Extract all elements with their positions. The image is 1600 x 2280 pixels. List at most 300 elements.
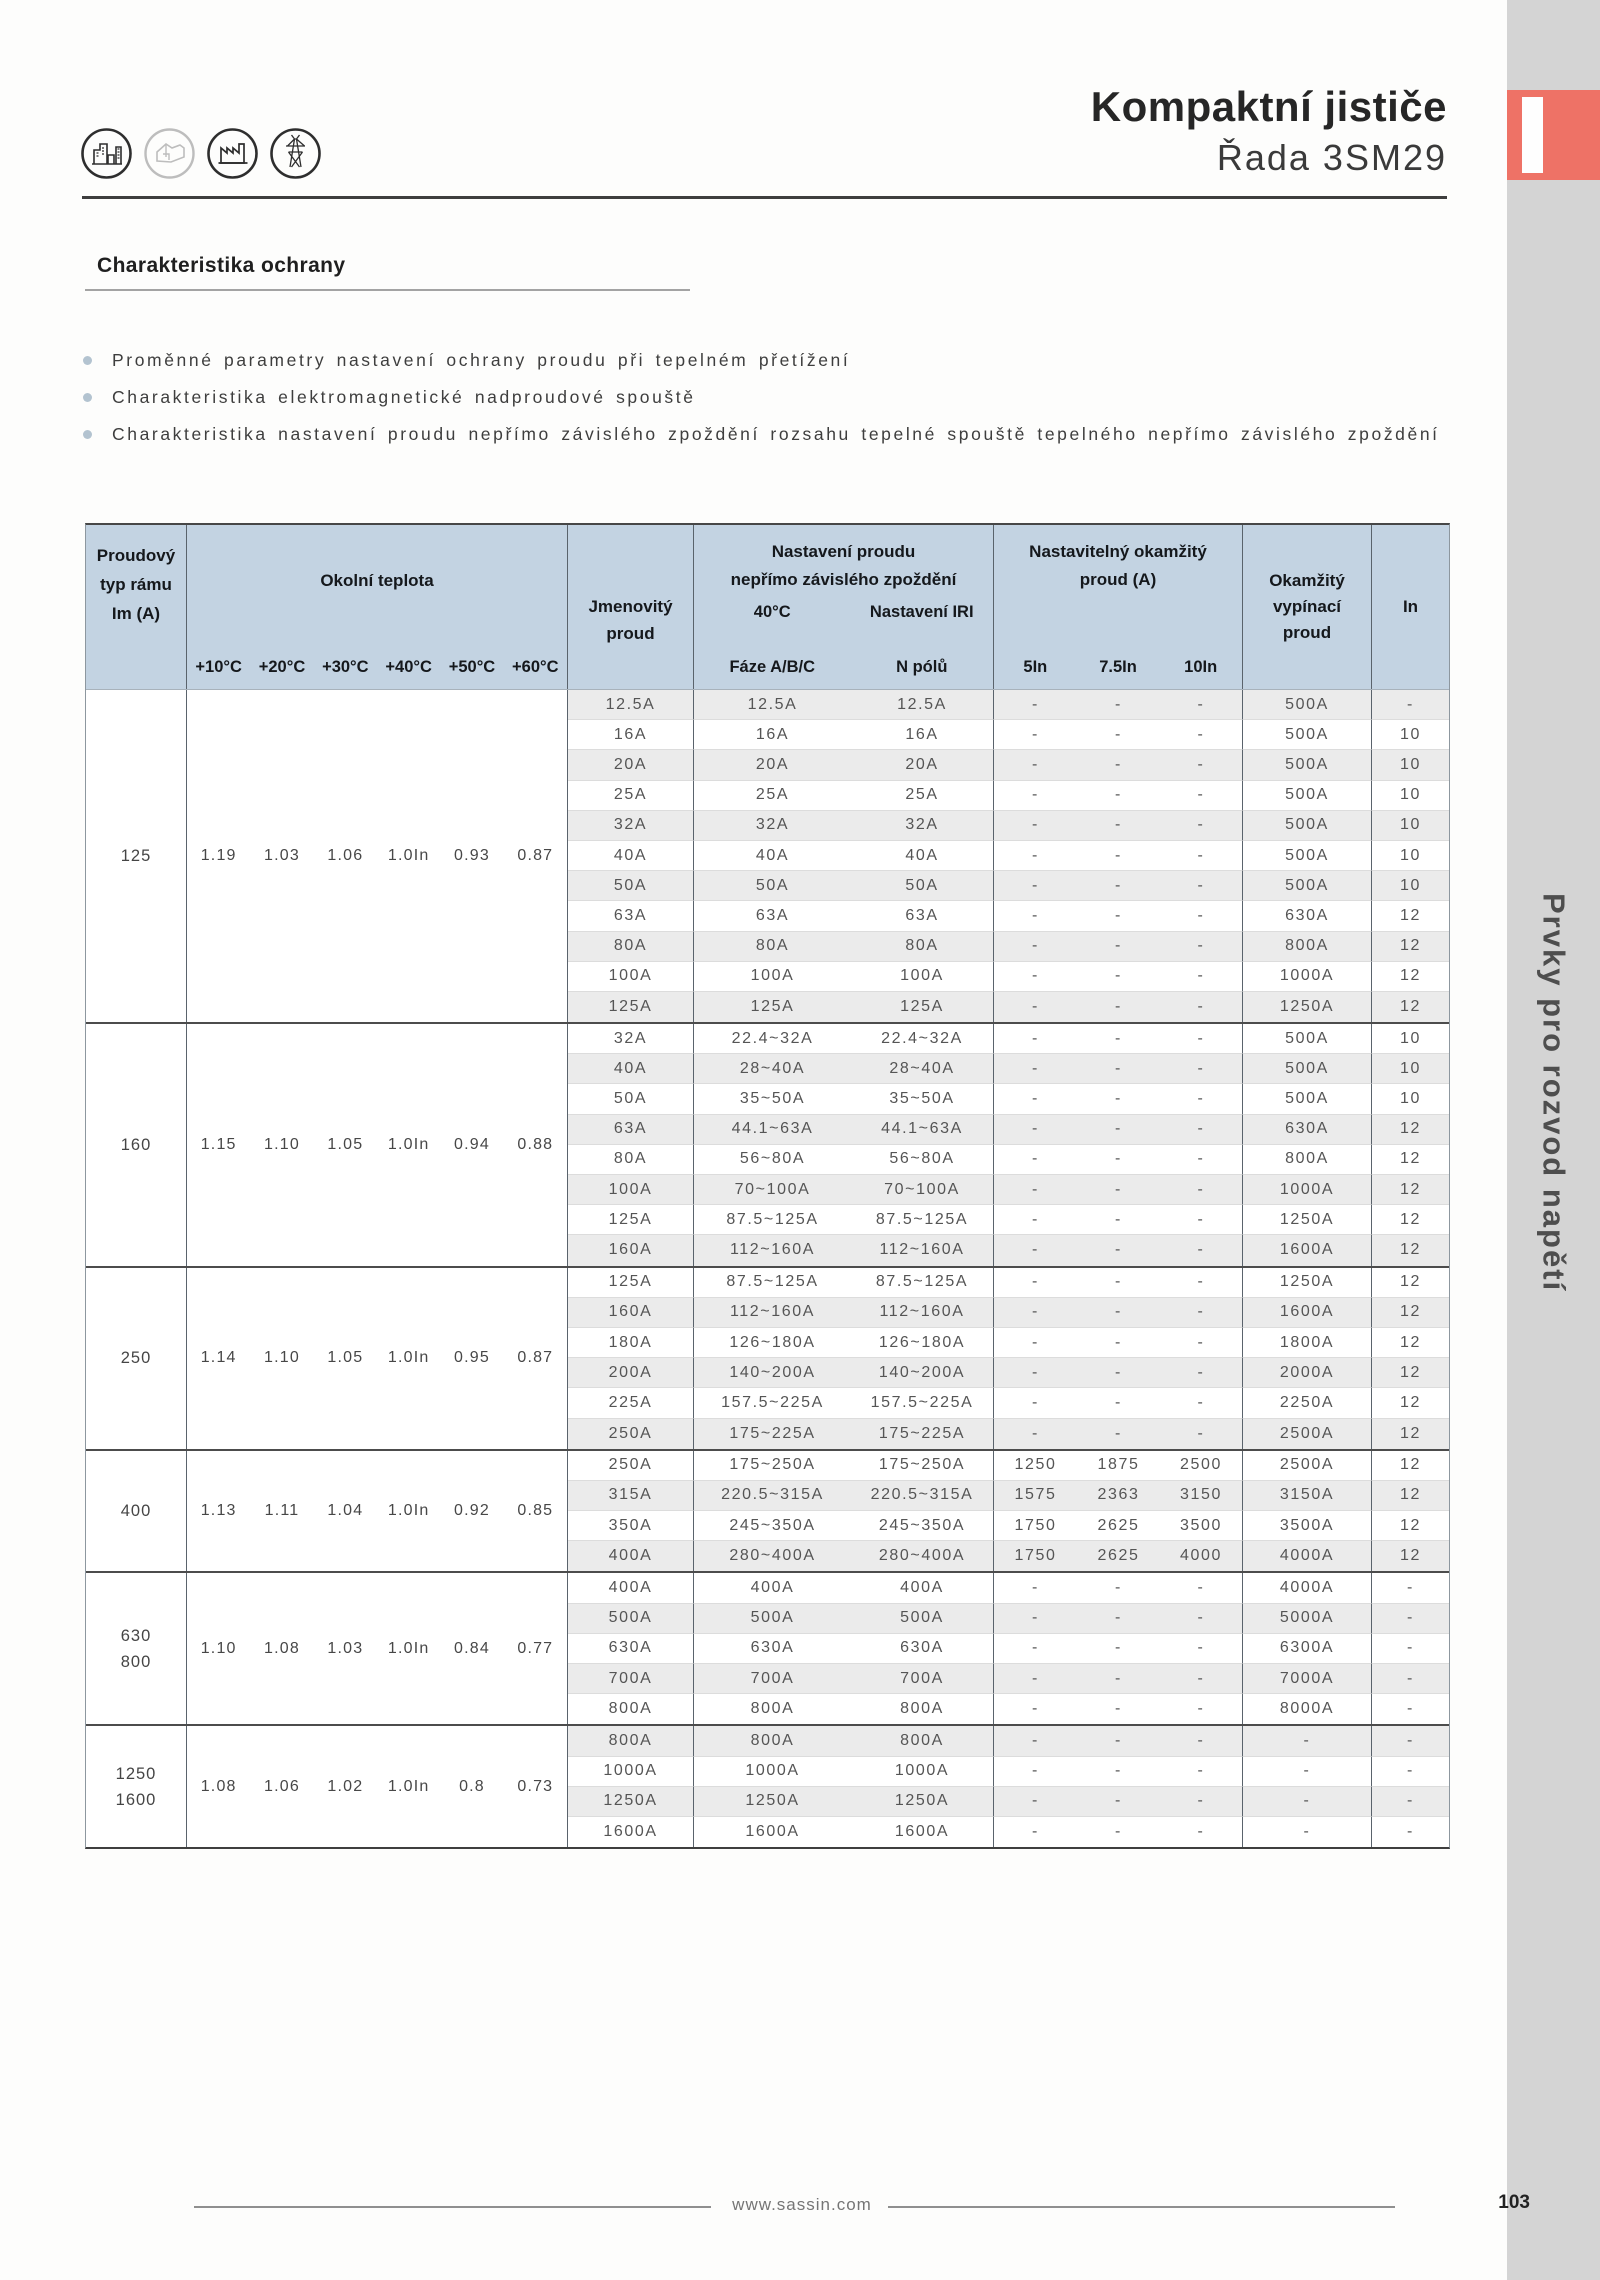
footer-line-right xyxy=(888,2206,1395,2208)
table-cell: 12 xyxy=(1372,1268,1449,1298)
table-cell: 50A xyxy=(694,871,851,901)
table-cell: - xyxy=(1077,1787,1160,1817)
table-cell: 12 xyxy=(1372,1298,1449,1328)
table-cell: - xyxy=(1077,1388,1160,1418)
temp-coefficients-cell xyxy=(187,1268,568,1449)
table-cell: 70~100A xyxy=(694,1175,851,1205)
table-cell: - xyxy=(994,901,1077,931)
frame-size-cell xyxy=(86,1268,187,1449)
table-cell: 1000A xyxy=(1243,962,1372,992)
table-cell: - xyxy=(994,1419,1077,1449)
table-cell: 63A xyxy=(568,1115,694,1145)
coefficient-value: 1.0In xyxy=(387,1639,430,1657)
table-cell: 10 xyxy=(1372,1054,1449,1084)
table-cell: 80A xyxy=(694,932,851,962)
table-cell: 35~50A xyxy=(694,1084,851,1114)
table-cell: 1250A xyxy=(694,1787,851,1817)
table-cell: 10 xyxy=(1372,1084,1449,1114)
table-cell: 180A xyxy=(568,1328,694,1358)
table-cell: 12 xyxy=(1372,1481,1449,1511)
table-cell: - xyxy=(1372,1604,1449,1634)
table-cell: 112~160A xyxy=(851,1235,994,1265)
table-cell: 1000A xyxy=(851,1757,994,1787)
table-cell: 12 xyxy=(1372,1175,1449,1205)
transmission-tower-icon xyxy=(269,127,322,180)
table-cell: - xyxy=(1243,1757,1372,1787)
table-cell: 225A xyxy=(568,1388,694,1418)
table-cell: 10 xyxy=(1372,841,1449,871)
label-phase: Fáze A/B/C xyxy=(729,658,816,676)
table-cell: - xyxy=(1160,1664,1243,1694)
coefficient-value: 0.77 xyxy=(517,1639,554,1657)
table-cell: 10 xyxy=(1372,1024,1449,1054)
table-cell: - xyxy=(1077,1664,1160,1694)
table-cell: 16A xyxy=(851,720,994,750)
table-cell: - xyxy=(994,1388,1077,1418)
table-cell: 500A xyxy=(1243,1054,1372,1084)
table-cell: 32A xyxy=(851,811,994,841)
table-cell: - xyxy=(994,690,1077,720)
coefficient-value: 0.88 xyxy=(517,1135,554,1153)
table-cell: 500A xyxy=(1243,871,1372,901)
table-row-group xyxy=(86,690,1449,1022)
table-cell: 175~250A xyxy=(694,1451,851,1481)
table-cell: - xyxy=(1077,1358,1160,1388)
bullet-item xyxy=(80,416,1472,453)
table-cell: - xyxy=(1160,871,1243,901)
temp-coefficients-cell xyxy=(187,1573,568,1724)
table-cell: 160A xyxy=(568,1235,694,1265)
label-7-5in: 7.5In xyxy=(1099,658,1137,676)
table-cell: - xyxy=(1160,1235,1243,1265)
table-cell: - xyxy=(1160,1175,1243,1205)
table-cell: 100A xyxy=(694,962,851,992)
table-cell: 500A xyxy=(1243,781,1372,811)
frame-size-value: 1250 xyxy=(115,1764,157,1783)
table-cell: - xyxy=(1372,1634,1449,1664)
col-header-rated-current: Jmenovitý proud xyxy=(568,525,694,689)
table-cell: 12 xyxy=(1372,1358,1449,1388)
table-cell: 44.1~63A xyxy=(694,1115,851,1145)
table-cell: 5000A xyxy=(1243,1604,1372,1634)
section-heading: Charakteristika ochrany xyxy=(97,254,346,277)
table-cell: 280~400A xyxy=(851,1541,994,1571)
table-cell: 100A xyxy=(568,1175,694,1205)
table-cell: - xyxy=(994,720,1077,750)
temp-coefficients-cell xyxy=(187,690,568,1022)
table-cell: 1600A xyxy=(694,1817,851,1847)
table-cell: - xyxy=(994,1268,1077,1298)
table-cell: 87.5~125A xyxy=(694,1268,851,1298)
table-cell: 112~160A xyxy=(694,1235,851,1265)
table-cell: - xyxy=(994,1358,1077,1388)
table-cell: 157.5~225A xyxy=(694,1388,851,1418)
table-cell: - xyxy=(1372,1726,1449,1756)
table-cell: 500A xyxy=(1243,841,1372,871)
table-cell: 125A xyxy=(851,992,994,1022)
table-cell: 630A xyxy=(851,1634,994,1664)
table-cell: - xyxy=(994,1604,1077,1634)
table-cell: 16A xyxy=(568,720,694,750)
table-cell: - xyxy=(1160,1757,1243,1787)
table-cell: - xyxy=(1160,1084,1243,1114)
table-cell: 80A xyxy=(568,1145,694,1175)
frame-size-cell xyxy=(86,1451,187,1572)
chapter-title-vertical: Prvky pro rozvod napětí xyxy=(1536,893,1572,1293)
table-cell: 500A xyxy=(568,1604,694,1634)
header-rule xyxy=(82,196,1447,199)
coefficient-value: 0.93 xyxy=(454,847,490,865)
col-header-frame-line: Im (A) xyxy=(111,604,161,623)
table-cell: - xyxy=(994,871,1077,901)
table-cell: - xyxy=(1077,1604,1160,1634)
table-cell: - xyxy=(1160,1205,1243,1235)
factory-icon xyxy=(206,127,259,180)
table-cell: - xyxy=(994,1175,1077,1205)
table-cell: 500A xyxy=(851,1604,994,1634)
table-cell: 1600A xyxy=(568,1817,694,1847)
coefficient-value: 1.03 xyxy=(264,847,300,865)
table-cell: - xyxy=(994,781,1077,811)
table-cell: 3500A xyxy=(1243,1511,1372,1541)
table-cell: 100A xyxy=(851,962,994,992)
table-cell: 126~180A xyxy=(694,1328,851,1358)
table-cell: - xyxy=(1077,871,1160,901)
table-cell: 4000A xyxy=(1243,1573,1372,1603)
table-cell: 3500 xyxy=(1160,1511,1243,1541)
table-cell: 3150A xyxy=(1243,1481,1372,1511)
table-cell: 1000A xyxy=(1243,1175,1372,1205)
table-cell: - xyxy=(1160,811,1243,841)
chapter-tab xyxy=(1507,90,1600,180)
table-cell: 800A xyxy=(694,1726,851,1756)
table-cell: - xyxy=(1160,1787,1243,1817)
table-cell: 87.5~125A xyxy=(851,1268,994,1298)
table-cell: 800A xyxy=(1243,1145,1372,1175)
table-cell: 12 xyxy=(1372,1205,1449,1235)
temp-label: +50°C xyxy=(448,658,496,676)
table-cell: 400A xyxy=(851,1573,994,1603)
table-cell: 2000A xyxy=(1243,1358,1372,1388)
footer-website: www.sassin.com xyxy=(732,2195,872,2214)
table-cell: 100A xyxy=(568,962,694,992)
bullet-list xyxy=(80,342,1472,453)
table-cell: - xyxy=(1160,962,1243,992)
coefficient-value: 1.13 xyxy=(200,1502,237,1520)
temp-coefficients-cell xyxy=(187,1024,568,1266)
table-cell: 50A xyxy=(568,871,694,901)
table-cell: 500A xyxy=(1243,1084,1372,1114)
table-cell: - xyxy=(1077,1726,1160,1756)
table-cell: 500A xyxy=(1243,1024,1372,1054)
table-cell: 140~200A xyxy=(694,1358,851,1388)
table-cell: 1250A xyxy=(851,1787,994,1817)
label-npole: N pólů xyxy=(896,658,948,676)
table-cell: - xyxy=(1077,1298,1160,1328)
table-cell: 220.5~315A xyxy=(694,1481,851,1511)
ambient-temps-row xyxy=(187,658,567,689)
col-header-inverse-delay-group xyxy=(694,525,994,689)
coefficient-value: 0.8 xyxy=(459,1777,485,1795)
table-cell: 12 xyxy=(1372,1388,1449,1418)
table-header xyxy=(86,525,1449,690)
table-body xyxy=(86,690,1449,1847)
page-title-block xyxy=(1091,84,1447,178)
table-cell: - xyxy=(1077,720,1160,750)
table-cell: 160A xyxy=(568,1298,694,1328)
table-cell: 400A xyxy=(568,1573,694,1603)
table-cell: - xyxy=(994,962,1077,992)
table-cell: 20A xyxy=(694,750,851,780)
table-cell: 12 xyxy=(1372,992,1449,1022)
table-cell: - xyxy=(1077,841,1160,871)
table-cell: - xyxy=(1077,901,1160,931)
table-cell: 500A xyxy=(1243,690,1372,720)
label-40c: 40°C xyxy=(753,603,791,621)
table-cell: 12 xyxy=(1372,1328,1449,1358)
table-cell: - xyxy=(1160,1726,1243,1756)
table-cell: 250A xyxy=(568,1419,694,1449)
table-cell: - xyxy=(994,1298,1077,1328)
industrial-building-icon xyxy=(143,127,196,180)
footer-line-left xyxy=(194,2206,711,2208)
table-cell: - xyxy=(1077,962,1160,992)
table-cell: 10 xyxy=(1372,720,1449,750)
temp-label: +10°C xyxy=(195,658,242,676)
col-header-in: In xyxy=(1402,597,1419,616)
coefficient-value: 1.0In xyxy=(387,1349,430,1367)
temp-label: +40°C xyxy=(385,658,432,676)
label-5in: 5In xyxy=(1023,658,1048,676)
table-cell: 140~200A xyxy=(851,1358,994,1388)
frame-size-value: 400 xyxy=(120,1502,152,1521)
label-iri: Nastavení IRI xyxy=(869,603,974,621)
table-cell: 70~100A xyxy=(851,1175,994,1205)
table-cell: 280~400A xyxy=(694,1541,851,1571)
chapter-tab-bar xyxy=(1522,97,1543,173)
bullet-dot-icon xyxy=(83,430,92,439)
table-cell: - xyxy=(1160,1817,1243,1847)
table-cell: 500A xyxy=(1243,750,1372,780)
bullet-text: Charakteristika nastavení proudu nepřímo závislého zpoždění rozsahu tepelné spouště tepelného nepřímo závislého zpoždění xyxy=(112,424,1440,444)
table-cell: 630A xyxy=(568,1634,694,1664)
table-cell: - xyxy=(994,841,1077,871)
table-row-group xyxy=(86,1449,1449,1572)
label-10in: 10In xyxy=(1184,658,1218,676)
bullet-text: Proměnné parametry nastavení ochrany proudu při tepelném přetížení xyxy=(112,350,851,370)
col-header-frame-line: typ rámu xyxy=(100,575,172,594)
table-cell: 2500 xyxy=(1160,1451,1243,1481)
temp-coefficients-cell xyxy=(187,1726,568,1847)
table-cell: - xyxy=(1160,1694,1243,1724)
inverse-delay-subrow xyxy=(694,603,993,622)
table-cell: 80A xyxy=(851,932,994,962)
temp-coefficients-cell xyxy=(187,1451,568,1572)
table-cell: 4000 xyxy=(1160,1541,1243,1571)
table-cell: - xyxy=(1160,992,1243,1022)
table-cell: - xyxy=(1077,1235,1160,1265)
table-cell: 2625 xyxy=(1077,1541,1160,1571)
table-cell: - xyxy=(994,1757,1077,1787)
table-cell: 700A xyxy=(568,1664,694,1694)
table-cell: - xyxy=(1160,1604,1243,1634)
table-cell: 12 xyxy=(1372,962,1449,992)
table-cell: 700A xyxy=(851,1664,994,1694)
table-cell: 63A xyxy=(568,901,694,931)
coefficient-value: 0.84 xyxy=(454,1639,490,1657)
table-cell: 200A xyxy=(568,1358,694,1388)
table-cell: 20A xyxy=(568,750,694,780)
table-cell: - xyxy=(994,1205,1077,1235)
table-cell: - xyxy=(1243,1787,1372,1817)
bullet-item xyxy=(80,379,1472,416)
table-cell: - xyxy=(1160,841,1243,871)
table-cell: 87.5~125A xyxy=(694,1205,851,1235)
table-cell: 157.5~225A xyxy=(851,1388,994,1418)
table-cell: - xyxy=(994,1573,1077,1603)
coefficient-value: 1.08 xyxy=(264,1639,300,1657)
table-cell: - xyxy=(1160,1573,1243,1603)
table-cell: 175~250A xyxy=(851,1451,994,1481)
table-cell: - xyxy=(1372,1664,1449,1694)
table-cell: 500A xyxy=(694,1604,851,1634)
table-cell: 112~160A xyxy=(851,1298,994,1328)
coefficient-value: 1.0In xyxy=(387,1135,430,1153)
table-cell: 12 xyxy=(1372,1419,1449,1449)
table-cell: 700A xyxy=(694,1664,851,1694)
frame-size-value: 800 xyxy=(120,1652,152,1671)
application-logos xyxy=(80,127,322,180)
table-cell: 25A xyxy=(568,781,694,811)
table-cell: - xyxy=(994,811,1077,841)
table-cell: 500A xyxy=(1243,720,1372,750)
coefficient-value: 0.87 xyxy=(517,847,554,865)
coefficient-value: 1.0In xyxy=(387,847,430,865)
table-cell: 245~350A xyxy=(694,1511,851,1541)
table-cell: - xyxy=(994,1235,1077,1265)
frame-size-value: 125 xyxy=(120,847,152,866)
table-cell: - xyxy=(1077,1205,1160,1235)
coefficient-value: 1.10 xyxy=(264,1135,300,1153)
bullet-text: Charakteristika elektromagnetické nadproudové spouště xyxy=(112,387,696,407)
table-cell: - xyxy=(1160,1298,1243,1328)
table-cell: 44.1~63A xyxy=(851,1115,994,1145)
table-cell: 1000A xyxy=(568,1757,694,1787)
table-cell: 56~80A xyxy=(694,1145,851,1175)
temp-label: +20°C xyxy=(258,658,306,676)
coefficient-value: 1.06 xyxy=(264,1777,300,1795)
table-cell: - xyxy=(994,1787,1077,1817)
table-cell: 2500A xyxy=(1243,1419,1372,1449)
table-cell: 3150 xyxy=(1160,1481,1243,1511)
col-header-instant-group xyxy=(994,525,1243,689)
table-cell: - xyxy=(1077,992,1160,1022)
table-cell: 50A xyxy=(851,871,994,901)
table-cell: 12 xyxy=(1372,901,1449,931)
table-cell: 1250 xyxy=(994,1451,1077,1481)
table-cell: 125A xyxy=(568,1205,694,1235)
table-cell: - xyxy=(1077,1145,1160,1175)
table-cell: - xyxy=(1372,1757,1449,1787)
table-cell: - xyxy=(1160,1388,1243,1418)
coefficient-value: 0.85 xyxy=(517,1502,554,1520)
frame-size-value: 160 xyxy=(120,1135,152,1154)
table-cell: 350A xyxy=(568,1511,694,1541)
table-cell: 250A xyxy=(568,1451,694,1481)
bullet-dot-icon xyxy=(83,393,92,402)
table-cell: 28~40A xyxy=(694,1054,851,1084)
table-cell: - xyxy=(994,1328,1077,1358)
table-cell: - xyxy=(1077,690,1160,720)
page-title: Kompaktní jističe xyxy=(1090,83,1447,130)
table-cell: 63A xyxy=(694,901,851,931)
table-cell: - xyxy=(1160,1358,1243,1388)
table-row-group xyxy=(86,1022,1449,1266)
table-cell: - xyxy=(1077,1175,1160,1205)
table-cell: 315A xyxy=(568,1481,694,1511)
col-header-frame-line: Proudový xyxy=(96,546,176,565)
table-cell: 800A xyxy=(851,1694,994,1724)
table-cell: 1600A xyxy=(1243,1298,1372,1328)
coefficient-value: 1.0In xyxy=(387,1502,430,1520)
table-cell: - xyxy=(994,1024,1077,1054)
table-cell: 1250A xyxy=(1243,992,1372,1022)
table-cell: - xyxy=(994,1694,1077,1724)
table-cell: - xyxy=(1160,781,1243,811)
ambient-label: Okolní teplota xyxy=(320,571,434,590)
table-cell: 12 xyxy=(1372,1451,1449,1481)
frame-size-value: 1600 xyxy=(115,1790,157,1809)
temp-label: +30°C xyxy=(322,658,369,676)
table-cell: - xyxy=(1160,1268,1243,1298)
table-cell: 12.5A xyxy=(694,690,851,720)
table-cell: 1600A xyxy=(1243,1235,1372,1265)
table-cell: 40A xyxy=(568,1054,694,1084)
table-cell: 32A xyxy=(694,811,851,841)
table-cell: - xyxy=(994,1054,1077,1084)
frame-size-cell xyxy=(86,1726,187,1847)
instant-title: Nastavitelný okamžitý proud (A) xyxy=(1029,542,1207,589)
frame-size-cell xyxy=(86,1573,187,1724)
section-heading-underline xyxy=(85,289,690,291)
table-cell: - xyxy=(1160,750,1243,780)
table-cell: 10 xyxy=(1372,871,1449,901)
table-cell: 10 xyxy=(1372,781,1449,811)
table-cell: 32A xyxy=(568,811,694,841)
table-cell: 500A xyxy=(1243,811,1372,841)
table-cell: 2500A xyxy=(1243,1451,1372,1481)
table-cell: 8000A xyxy=(1243,1694,1372,1724)
table-cell: 400A xyxy=(694,1573,851,1603)
table-cell: 125A xyxy=(568,992,694,1022)
table-cell: 16A xyxy=(694,720,851,750)
table-cell: - xyxy=(1372,1817,1449,1847)
table-cell: 630A xyxy=(694,1634,851,1664)
table-cell: 1575 xyxy=(994,1481,1077,1511)
table-cell: 126~180A xyxy=(851,1328,994,1358)
coefficient-value: 1.11 xyxy=(264,1502,300,1520)
table-cell: 22.4~32A xyxy=(851,1024,994,1054)
instant-subrow xyxy=(994,658,1242,689)
table-cell: - xyxy=(1077,1634,1160,1664)
table-cell: - xyxy=(1077,781,1160,811)
frame-size-value: 630 xyxy=(120,1626,152,1645)
table-cell: 1250A xyxy=(1243,1268,1372,1298)
table-cell: 25A xyxy=(694,781,851,811)
table-cell: 20A xyxy=(851,750,994,780)
table-cell: 125A xyxy=(568,1268,694,1298)
table-cell: 40A xyxy=(694,841,851,871)
